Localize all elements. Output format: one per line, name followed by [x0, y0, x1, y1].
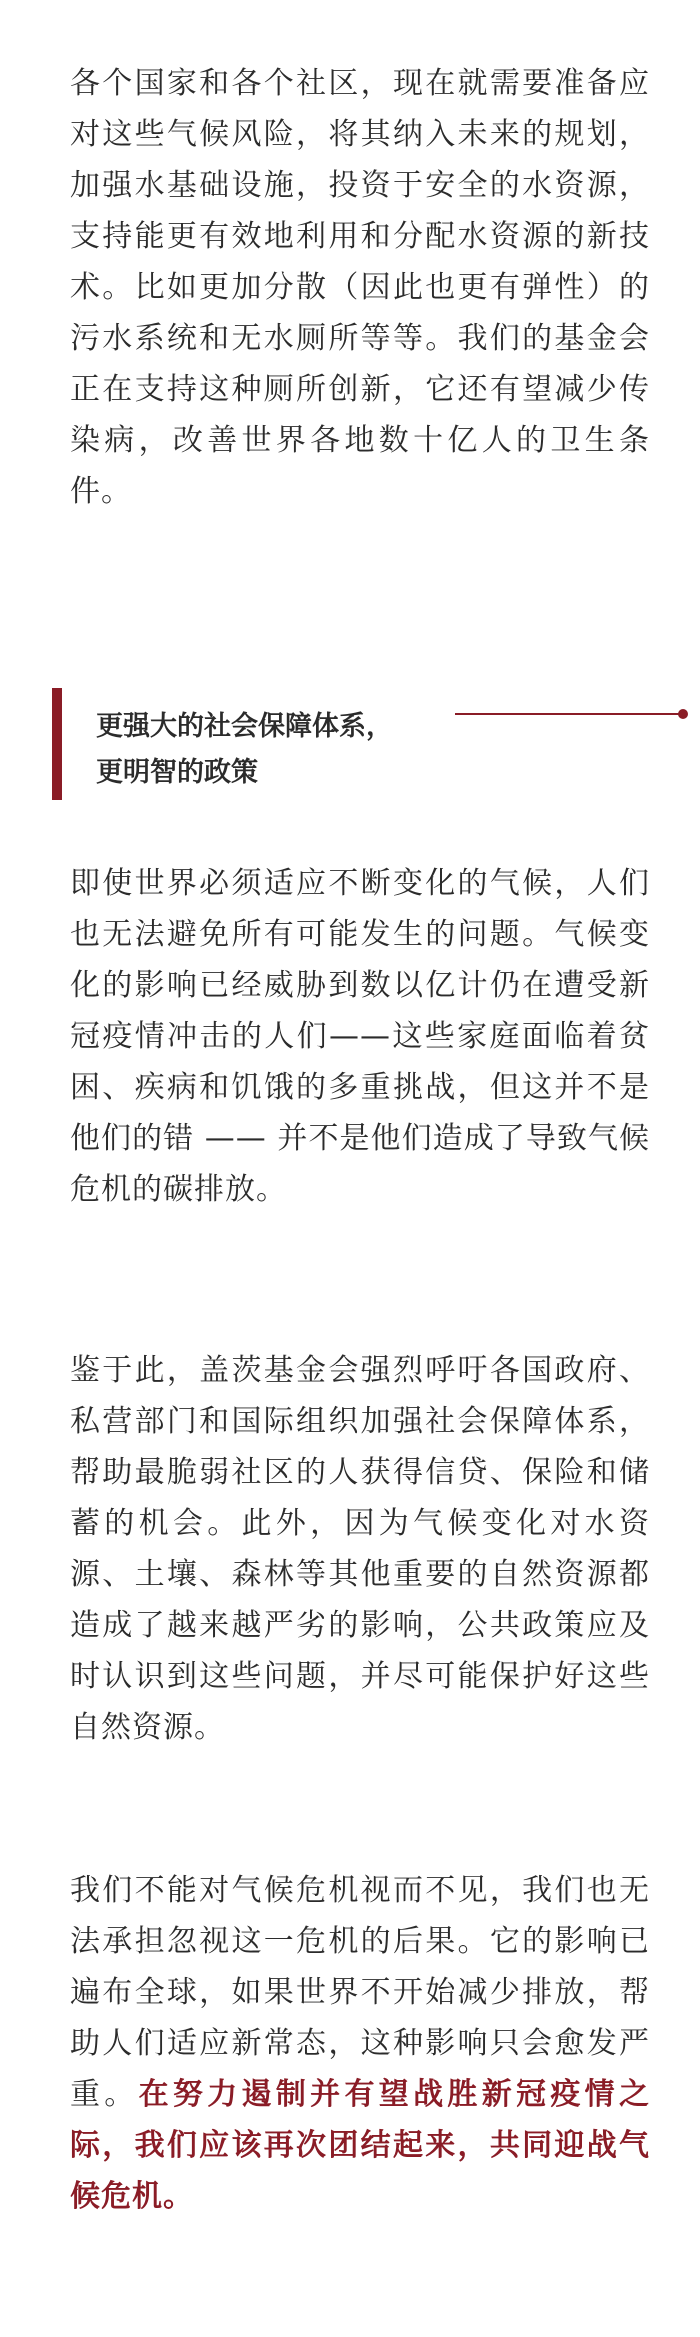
- paragraph-water-infrastructure: 各个国家和各个社区，现在就需要准备应对这些气候风险，将其纳入未来的规划，加强水基础设施，投资于安全的水资源，支持能更有效地利用和分配水资源的新技术。比如更加分散（因此也更有弹性）的污水系统和无水厕所等等。我们的基金会正在支持这种厕所创新，它还有望减少传染病，改善世界各地数十亿人的卫生条件。: [70, 66, 650, 509]
- section-title-line-2: 更明智的政策: [96, 757, 258, 788]
- section-accent-bar: [52, 688, 62, 800]
- section-title-line-1: 更强大的社会保障体系，: [96, 711, 393, 742]
- section-divider-line: [455, 713, 680, 715]
- conclusion-text: 我们不能对气候危机视而不见，我们也无法承担忽视这一危机的后果。它的影响已遍布全球，如果世界不开始减少排放，帮助人们适应新常态，这种影响只会愈发严重。: [70, 1873, 650, 2112]
- section-divider-dot: [678, 709, 688, 719]
- conclusion-emphasis: 在努力遏制并有望战胜新冠疫情之际，我们应该再次团结起来，共同迎战气候危机。: [70, 2077, 650, 2214]
- paragraph-climate-impact: 即使世界必须适应不断变化的气候，人们也无法避免所有可能发生的问题。气候变化的影响已经威胁到数以亿计仍在遭受新冠疫情冲击的人们——这些家庭面临着贫困、疾病和饥饿的多重挑战，但这并不是他们的错 —— 并不是他们造成了导致气候危机的碳排放。: [70, 866, 650, 1207]
- section-heading: [52, 688, 652, 800]
- paragraph-social-protection: 鉴于此，盖茨基金会强烈呼吁各国政府、私营部门和国际组织加强社会保障体系，帮助最脆弱社区的人获得信贷、保险和储蓄的机会。此外，因为气候变化对水资源、土壤、森林等其他重要的自然资源都造成了越来越严劣的影响，公共政策应及时认识到这些问题，并尽可能保护好这些自然资源。: [70, 1353, 650, 1745]
- section-title: [96, 704, 456, 796]
- paragraph-conclusion: [70, 1865, 650, 2222]
